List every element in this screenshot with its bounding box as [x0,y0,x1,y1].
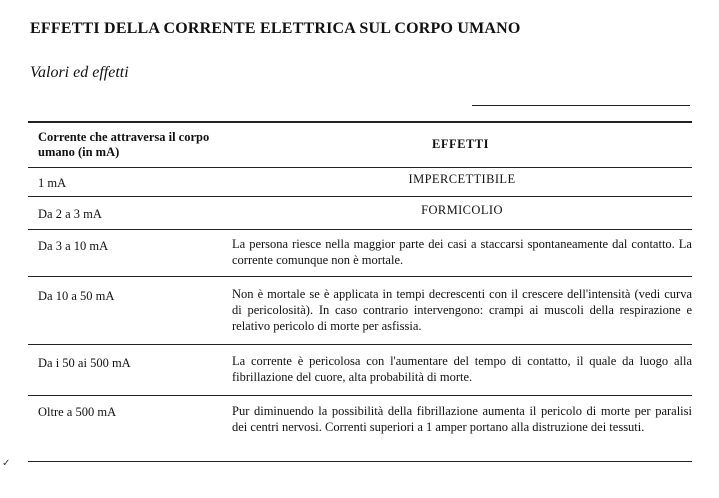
row-2-rule [28,229,692,230]
header-bottom-rule [28,167,692,168]
row-4-current: Da 10 a 50 mA [38,289,115,303]
row-4-rule [28,344,692,345]
row-1-effect: IMPERCETTIBILE [408,172,516,186]
table-bottom-rule [28,461,692,462]
row-5-effect: La corrente è pericolosa con l'aumentare del tempo di contatto, il quale da luogo alla fibrillazione del cuore, alta probabilità di morte. [232,354,692,384]
header-effects: EFFETTI [432,137,489,151]
row-1-current: 1 mA [38,176,67,190]
table-top-rule [472,105,690,106]
row-3-effect: La persona riesce nella maggior parte dei casi a staccarsi spontaneamente dal contatto. La corrente comunque non è mortale. [232,237,692,267]
row-6-effect: Pur diminuendo la possibilità della fibrillazione aumenta il pericolo di morte per paralisi dei centri nervosi. Correnti superiori a 1 amper portano alla distruzione dei tessuti. [232,404,692,434]
row-5-rule [28,395,692,396]
row-3-rule [28,276,692,277]
scan-mark: ✓ [2,458,11,469]
row-6-current: Oltre a 500 mA [38,405,117,419]
row-1-rule [28,196,692,197]
row-4-effect: Non è mortale se è applicata in tempi decrescenti con il crescere dell'intensità (vedi curva di pericolosità). In caso contrario intervengono: crampi ai muscoli della respirazione e relativo pericolo di morte per asfissia. [232,287,692,333]
row-3-current: Da 3 a 10 mA [38,239,109,253]
row-2-effect: FORMICOLIO [421,203,503,217]
table-header-rule [28,121,692,123]
row-5-current: Da i 50 ai 500 mA [38,356,131,370]
header-current: Corrente che attraversa il corpo umano (in mA) [38,130,210,159]
document-title: EFFETTI DELLA CORRENTE ELETTRICA SUL CORPO UMANO [30,20,521,37]
row-2-current: Da 2 a 3 mA [38,207,102,221]
document-subtitle: Valori ed effetti [30,64,129,81]
